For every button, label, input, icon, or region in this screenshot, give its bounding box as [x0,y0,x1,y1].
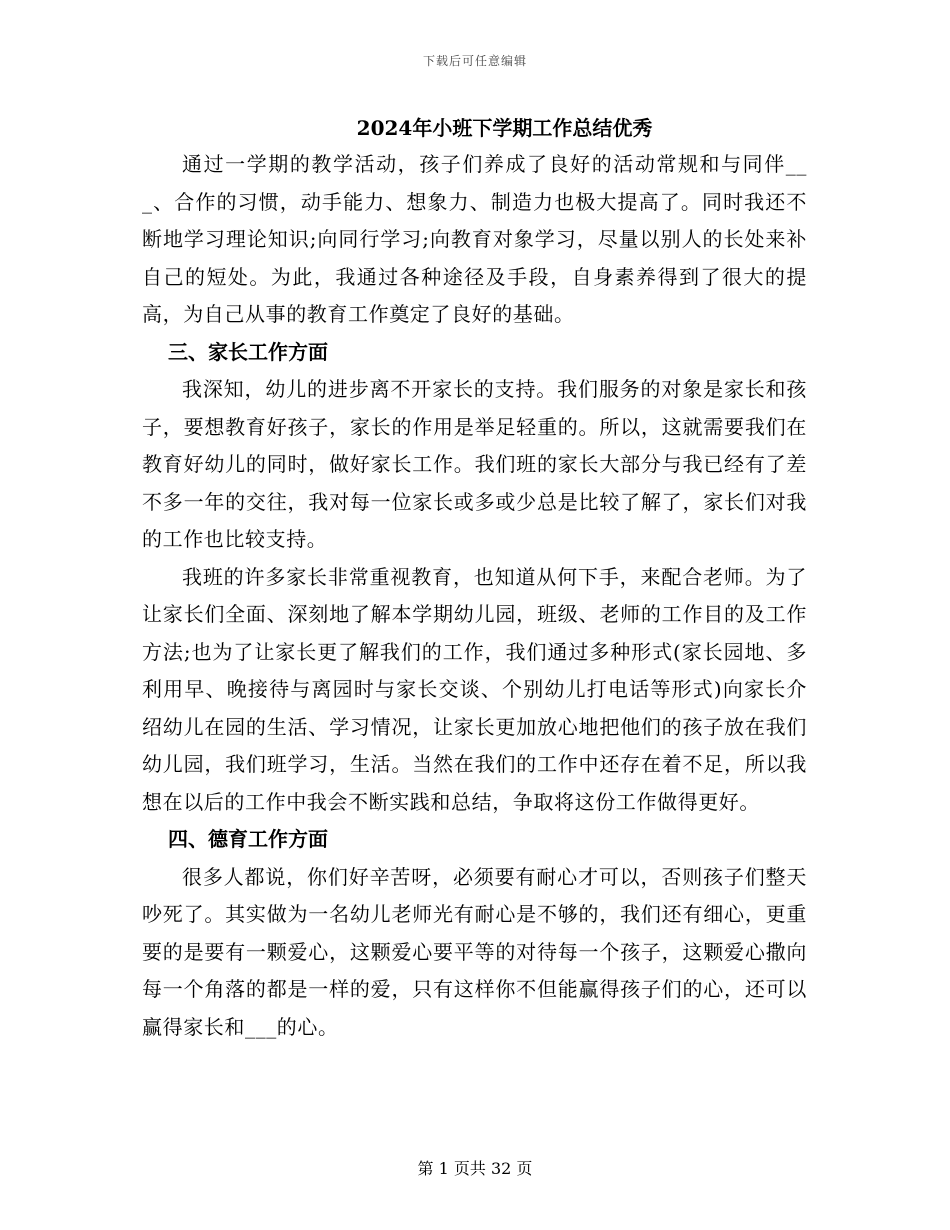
paragraph-parents-1: 我深知，幼儿的进步离不开家长的支持。我们服务的对象是家长和孩子，要想教育好孩子，家长的作用是举足轻重的。所以，这就需要我们在教育好幼儿的同时，做好家长工作。我们班的家长大部分与我已经有了差不多一年的交往，我对每一位家长或多或少总是比较了解了，家长们对我的工作也比较支持。 [142,377,807,551]
section-heading-moral: 四、德育工作方面 [168,827,328,851]
paragraph-parents-2: 我班的许多家长非常重视教育，也知道从何下手，来配合老师。为了让家长们全面、深刻地了解本学期幼儿园，班级、老师的工作目的及工作方法;也为了让家长更了解我们的工作，我们通过多种形式(家长园地、多利用早、晚接待与离园时与家长交谈、个别幼儿打电话等形式)向家长介绍幼儿在园的生活、学习情况，让家长更加放心地把他们的孩子放在我们幼儿园，我们班学习，生活。当然在我们的工作中还存在着不足，所以我想在以后的工作中我会不断实践和总结，争取将这份工作做得更好。 [142,564,807,814]
paragraph-moral: 很多人都说，你们好辛苦呀，必须要有耐心才可以，否则孩子们整天吵死了。其实做为一名幼儿老师光有耐心是不够的，我们还有细心，更重要的是要有一颗爱心，这颗爱心要平等的对待每一个孩子，这颗爱心撒向每一个角落的都是一样的爱，只有这样你不但能赢得孩子们的心，还可以赢得家长和___的心。 [142,864,807,1039]
document-title: 2024年小班下学期工作总结优秀 [356,116,653,140]
section-heading-parents: 三、家长工作方面 [168,339,328,364]
paragraph-intro: 通过一学期的教学活动，孩子们养成了良好的活动常规和与同伴___、合作的习惯，动手能力、想象力、制造力也极大提高了。同时我还不断地学习理论知识;向同行学习;向教育对象学习，尽量以别人的长处来补自己的短处。为此，我通过各种途径及手段，自身素养得到了很大的提高，为自己从事的教育工作奠定了良好的基础。 [142,152,807,326]
page-footer: 第 1 页共 32 页 [417,1159,533,1178]
document-body [142,112,807,1046]
header-note: 下载后可任意编辑 [422,54,527,68]
